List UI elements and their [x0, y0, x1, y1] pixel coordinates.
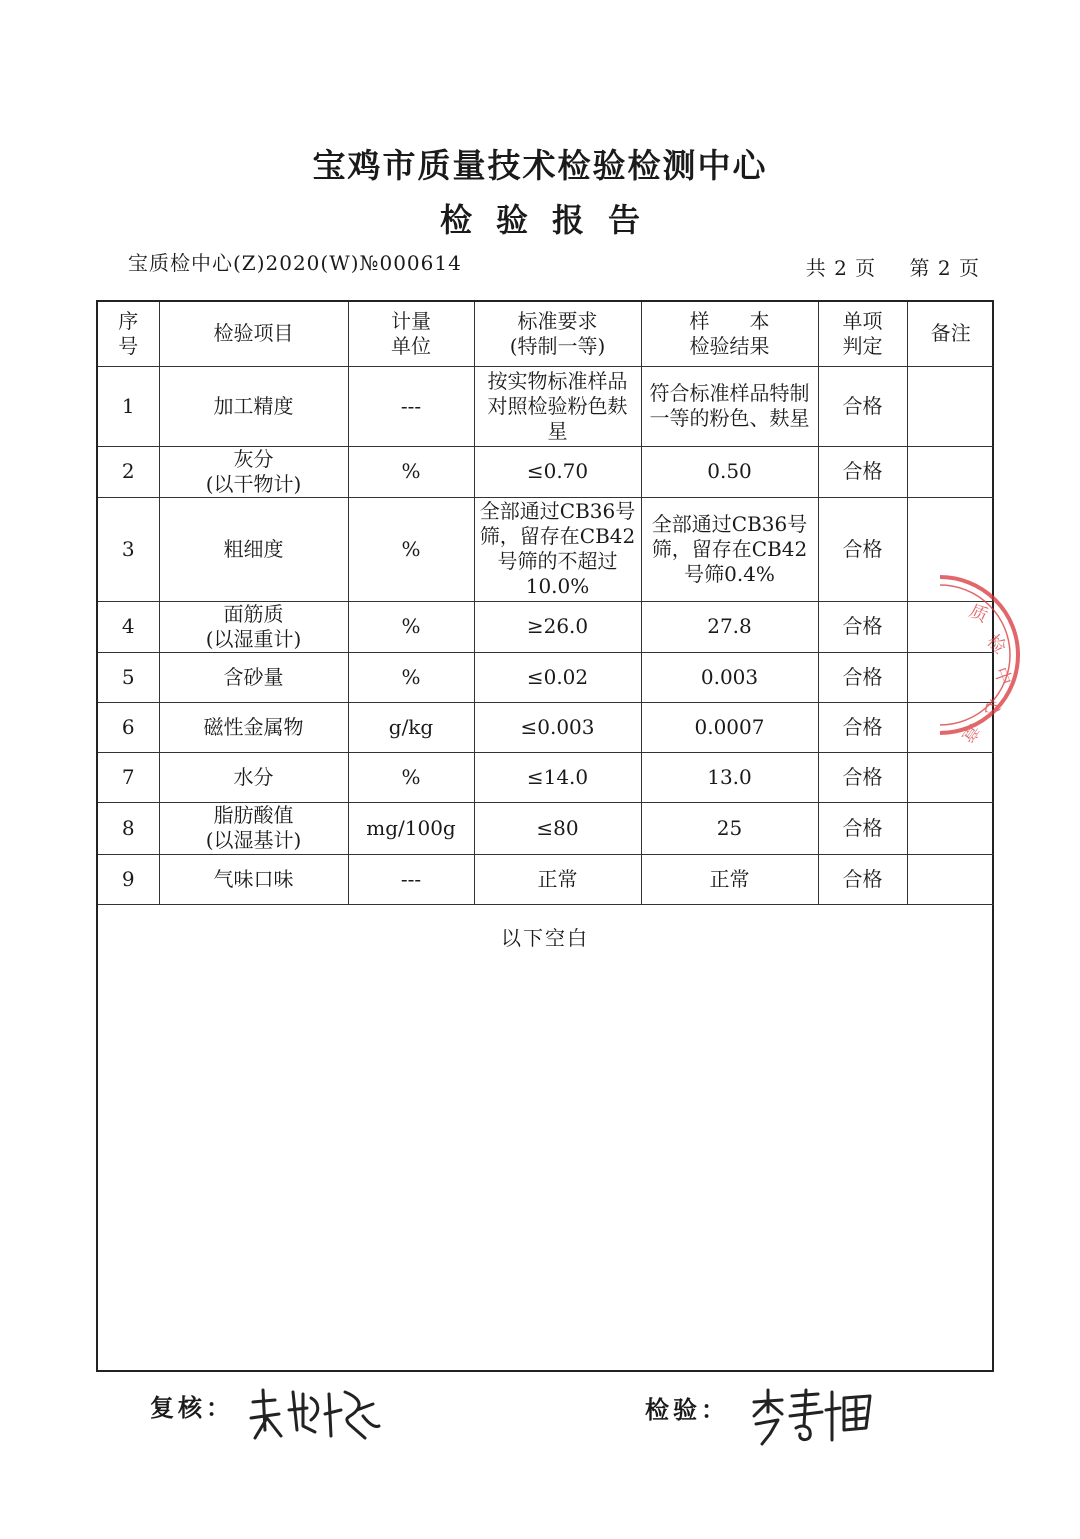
header-line: 样 本	[689, 308, 770, 333]
cell-result: 13.0	[641, 752, 818, 802]
reviewer-signature	[245, 1380, 385, 1450]
cell-standard: ≤0.02	[474, 652, 641, 702]
report-subtitle: 检验报告	[439, 201, 664, 239]
cell-seq: 8	[98, 802, 159, 854]
inspection-table-frame	[96, 300, 994, 1372]
header-standard	[474, 302, 641, 366]
cell-item: 灰分 (以干物计)	[159, 446, 348, 497]
cell-standard: 正常	[474, 854, 641, 904]
header-item	[159, 302, 348, 366]
table-row	[98, 366, 994, 446]
cell-verdict: 合格	[818, 854, 907, 904]
cell-verdict: 合格	[818, 601, 907, 652]
cell-seq: 5	[98, 652, 159, 702]
total-pages: 共 2 页	[805, 256, 877, 280]
cell-verdict: 合格	[818, 752, 907, 802]
table-row	[98, 497, 994, 601]
cell-result: 25	[641, 802, 818, 854]
cell-standard: ≤14.0	[474, 752, 641, 802]
svg-text:质: 质	[965, 600, 992, 628]
cell-seq: 1	[98, 366, 159, 446]
header-line: 单位	[391, 333, 431, 358]
header-verdict	[818, 302, 907, 366]
cell-item: 含砂量	[159, 652, 348, 702]
cell-result: 0.0007	[641, 702, 818, 752]
cell-standard: 按实物标准样品对照检验粉色麸星	[474, 366, 641, 446]
cell-unit: mg/100g	[348, 802, 474, 854]
cell-item: 脂肪酸值 (以湿基计)	[159, 802, 348, 854]
header-line: 单项	[842, 308, 883, 333]
reviewer-label: 复核：	[150, 1393, 234, 1422]
cell-unit: %	[348, 752, 474, 802]
cell-unit: %	[348, 601, 474, 652]
cell-seq: 2	[98, 446, 159, 497]
cell-result: 0.003	[641, 652, 818, 702]
cell-unit: ---	[348, 854, 474, 904]
cell-unit: %	[348, 652, 474, 702]
cell-item: 加工精度	[159, 366, 348, 446]
cell-seq: 7	[98, 752, 159, 802]
svg-text:章: 章	[955, 719, 984, 746]
table-row	[98, 652, 994, 702]
cell-verdict: 合格	[818, 446, 907, 497]
header-line: 标准要求	[517, 308, 598, 333]
inspector-signature	[748, 1382, 878, 1452]
cell-result: 27.8	[641, 601, 818, 652]
table-row	[98, 446, 994, 497]
cell-note	[907, 446, 994, 497]
blank-below-note: 以下空白	[501, 926, 589, 950]
cell-result: 全部通过CB36号筛，留存在CB42号筛0.4%	[641, 497, 818, 601]
table-header-row	[98, 302, 994, 366]
cell-verdict: 合格	[818, 702, 907, 752]
svg-text:中: 中	[989, 664, 1016, 689]
header-seq	[98, 302, 159, 366]
page-title: 宝鸡市质量技术检验检测中心	[312, 146, 768, 185]
table-row	[98, 601, 994, 652]
header-unit	[348, 302, 474, 366]
cell-unit: g/kg	[348, 702, 474, 752]
cell-note	[907, 802, 994, 854]
svg-text:心: 心	[979, 697, 1004, 719]
table-row	[98, 854, 994, 904]
cell-unit: ---	[348, 366, 474, 446]
header-line: 检验结果	[689, 333, 770, 358]
svg-text:检: 检	[982, 630, 1011, 659]
cell-seq: 9	[98, 854, 159, 904]
header-line: 序	[118, 308, 139, 333]
cell-result: 符合标准样品特制一等的粉色、麸星	[641, 366, 818, 446]
report-number: 宝质检中心(Z)2020(W)№000614	[128, 251, 462, 275]
table-row	[98, 752, 994, 802]
header-line: 计量	[391, 308, 431, 333]
cell-standard: ≤0.70	[474, 446, 641, 497]
cell-note	[907, 366, 994, 446]
cell-seq: 3	[98, 497, 159, 601]
header-line: 检验项目	[213, 321, 294, 346]
header-note	[907, 302, 994, 366]
header-line: 判定	[842, 333, 883, 358]
header-line: 备注	[930, 321, 971, 346]
current-page: 第 2 页	[909, 256, 980, 280]
cell-result: 0.50	[641, 446, 818, 497]
cell-verdict: 合格	[818, 802, 907, 854]
cell-verdict: 合格	[818, 497, 907, 601]
cell-standard: ≥26.0	[474, 601, 641, 652]
table-row	[98, 702, 994, 752]
cell-item: 磁性金属物	[159, 702, 348, 752]
inspection-table	[98, 302, 994, 905]
page-count	[796, 252, 980, 281]
header-line: (特制一等)	[509, 333, 606, 358]
cell-standard: 全部通过CB36号筛，留存在CB42号筛的不超过10.0%	[474, 497, 641, 601]
inspector-label: 检验：	[645, 1395, 729, 1424]
table-body	[98, 366, 994, 904]
cell-standard: ≤80	[474, 802, 641, 854]
official-stamp	[940, 560, 1050, 760]
cell-item: 粗细度	[159, 497, 348, 601]
cell-seq: 6	[98, 702, 159, 752]
cell-seq: 4	[98, 601, 159, 652]
cell-item: 气味口味	[159, 854, 348, 904]
cell-verdict: 合格	[818, 652, 907, 702]
stamp-seal-icon	[940, 560, 1050, 760]
table-row	[98, 802, 994, 854]
cell-unit: %	[348, 497, 474, 601]
cell-note	[907, 854, 994, 904]
cell-standard: ≤0.003	[474, 702, 641, 752]
cell-unit: %	[348, 446, 474, 497]
cell-result: 正常	[641, 854, 818, 904]
cell-verdict: 合格	[818, 366, 907, 446]
header-result	[641, 302, 818, 366]
cell-item: 水分	[159, 752, 348, 802]
cell-item: 面筋质 (以湿重计)	[159, 601, 348, 652]
header-line: 号	[118, 333, 139, 358]
